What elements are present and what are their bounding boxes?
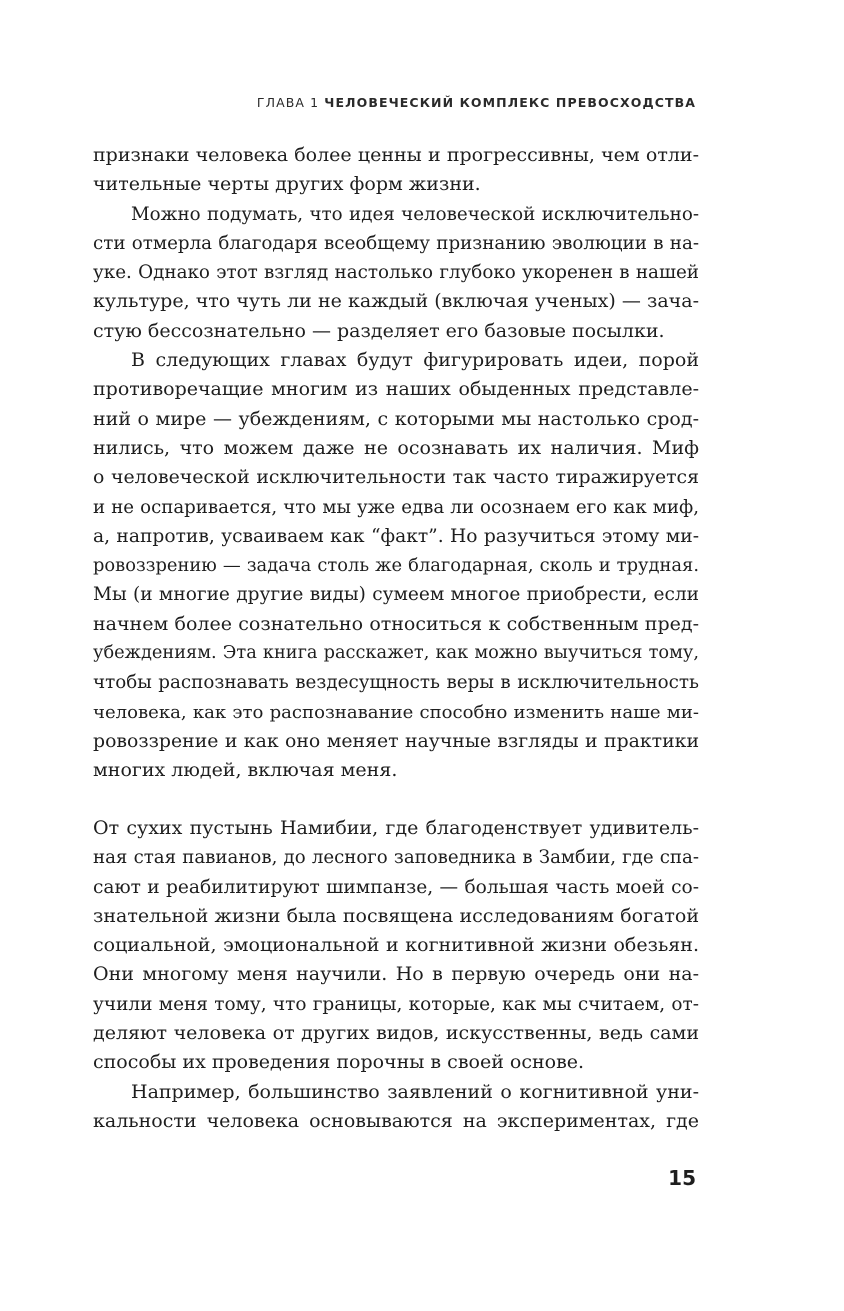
text-line: В следующих главах будут фигурировать идеи, порой <box>131 349 699 372</box>
text-line: чительные черты других форм жизни. <box>93 173 481 196</box>
text-line: кальности человека основываются на экспериментах, где <box>93 1109 699 1132</box>
text-line: признаки человека более ценны и прогрессивны, чем отли- <box>93 144 699 166</box>
text-line: начнем более сознательно относиться к собственным пред- <box>93 612 699 635</box>
text-line: учили меня тому, что границы, которые, как мы считаем, от- <box>93 993 699 1015</box>
text-line: ровоззрение и как оно меняет научные взгляды и практики <box>93 730 699 752</box>
text-line: сают и реабилитируют шимпанзе, — большая часть моей со- <box>93 876 699 898</box>
text-line: и не оспаривается, что мы уже едва ли осознаем его как миф, <box>93 496 699 518</box>
text-line: убеждениям. Эта книга расскажет, как можно выучиться тому, <box>93 643 699 664</box>
text-line: культуре, что чуть ли не каждый (включая ученых) — зача- <box>93 290 699 313</box>
text-line: Они многому меня научили. Но в первую очередь они на- <box>93 963 699 986</box>
text-line: уке. Однако этот взгляд настолько глубоко укоренен в нашей <box>93 262 699 284</box>
running-head <box>257 95 696 110</box>
text-line: деляют человека от других видов, искусственны, ведь сами <box>93 1022 699 1045</box>
text-line: Можно подумать, что идея человеческой исключительно- <box>131 203 699 225</box>
text-line: Например, большинство заявлений о когнитивной уни- <box>131 1080 699 1103</box>
chapter-title: ЧЕЛОВЕЧЕСКИЙ КОМПЛЕКС ПРЕВОСХОДСТВА <box>324 95 696 110</box>
text-line: социальной, эмоциональной и когнитивной жизни обезьян. <box>93 934 699 957</box>
text-block-1 <box>93 141 699 786</box>
text-line: чтобы распознавать вездесущность веры в исключительность <box>93 672 699 694</box>
text-line: ний о мире — убеждениям, с которыми мы настолько срод- <box>93 407 699 430</box>
text-line: Мы (и многие другие виды) сумеем многое приобрести, если <box>93 584 699 606</box>
text-line: противоречащие многим из наших обыденных представле- <box>93 378 699 401</box>
text-line: ровоззрению — задача столь же благодарная, сколь и трудная. <box>93 555 699 577</box>
text-line: о человеческой исключительности так часто тиражируется <box>93 466 699 489</box>
text-block-2 <box>93 814 699 1136</box>
chapter-label: ГЛАВА 1 <box>256 95 320 110</box>
text-line: От сухих пустынь Намибии, где благоденствует удивитель- <box>93 817 699 839</box>
text-line: способы их проведения порочны в своей основе. <box>93 1051 585 1074</box>
page-number: 15 <box>668 1166 696 1190</box>
text-line: сти отмерла благодаря всеобщему признанию эволюции в на- <box>93 232 699 254</box>
text-line: стую бессознательно — разделяет его базовые посылки. <box>93 319 665 342</box>
text-line: человека, как это распознавание способно изменить наше ми- <box>93 701 699 723</box>
text-line: ная стая павианов, до лесного заповедника в Замбии, где спа- <box>93 847 699 869</box>
text-line: а, напротив, усваиваем как “факт”. Но разучиться этому ми- <box>93 525 699 547</box>
text-line: знательной жизни была посвящена исследованиям богатой <box>93 904 699 927</box>
text-line: нились, что можем даже не осознавать их наличия. Миф <box>93 436 699 459</box>
text-line: многих людей, включая меня. <box>93 759 398 782</box>
